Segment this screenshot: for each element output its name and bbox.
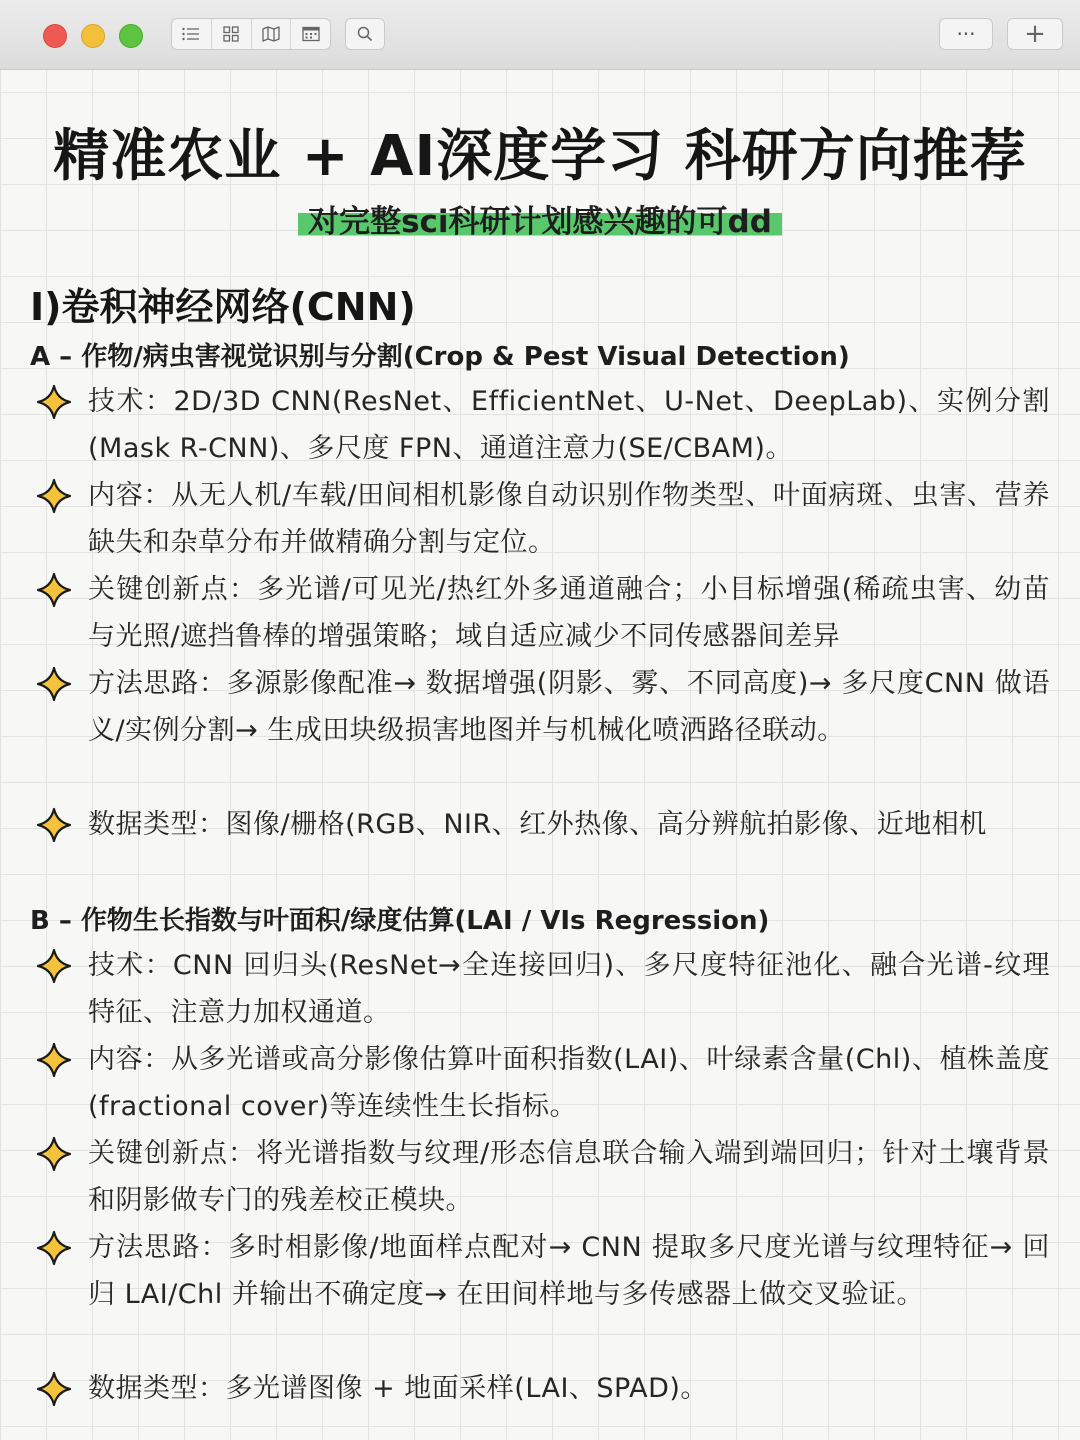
grid-view-button[interactable] xyxy=(212,19,252,49)
close-window-button[interactable] xyxy=(43,24,67,48)
calendar-view-icon xyxy=(302,26,320,42)
item-text: 内容：从无人机/车载/田间相机影像自动识别作物类型、叶面病斑、虫害、营养缺失和杂草分布并做精确分割与定位。 xyxy=(88,480,1050,558)
add-label: + xyxy=(1024,19,1046,49)
item-text: 方法思路：多源影像配准→ 数据增强(阴影、雾、不同高度)→ 多尺度CNN 做语义/实例分割→ 生成田块级损害地图并与机械化喷洒路径联动。 xyxy=(88,668,1050,746)
map-view-icon xyxy=(262,26,280,42)
list-item xyxy=(36,1365,1050,1412)
four-point-star-icon xyxy=(36,807,72,843)
list-view-button[interactable] xyxy=(172,19,212,49)
page-title: 精准农业 + AI深度学习 科研方向推荐 xyxy=(53,124,1027,189)
list-item xyxy=(36,566,1050,660)
list-view-icon xyxy=(182,27,200,41)
four-point-star-icon xyxy=(36,1042,72,1078)
add-button[interactable] xyxy=(1007,18,1063,50)
section-title: I)卷积神经网络(CNN) xyxy=(30,285,416,329)
window-toolbar xyxy=(0,0,1080,70)
item-text: 关键创新点：将光谱指数与纹理/形态信息联合输入端到端回归；针对土壤背景和阴影做专门的残差校正模块。 xyxy=(88,1138,1050,1216)
list-item xyxy=(36,801,1050,848)
list-item xyxy=(36,1036,1050,1130)
list-item xyxy=(36,1224,1050,1318)
four-point-star-icon xyxy=(36,1230,72,1266)
four-point-star-icon xyxy=(36,1371,72,1407)
item-text: 关键创新点：多光谱/可见光/热红外多通道融合；小目标增强(稀疏虫害、幼苗与光照/遮挡鲁棒的增强策略；域自适应减少不同传感器间差异 xyxy=(88,574,1050,652)
list-item xyxy=(36,378,1050,472)
view-switcher xyxy=(171,18,331,50)
more-label: ··· xyxy=(956,22,976,46)
item-text: 方法思路：多时相影像/地面样点配对→ CNN 提取多尺度光谱与纹理特征→ 回归 LAI/Chl 并输出不确定度→ 在田间样地与多传感器上做交叉验证。 xyxy=(88,1232,1050,1310)
item-text: 技术：CNN 回归头(ResNet→全连接回归)、多尺度特征池化、融合光谱-纹理特征、注意力加权通道。 xyxy=(88,950,1050,1028)
four-point-star-icon xyxy=(36,666,72,702)
item-text: 内容：从多光谱或高分影像估算叶面积指数(LAI)、叶绿素含量(Chl)、植株盖度(fractional cover)等连续性生长指标。 xyxy=(88,1044,1050,1122)
list-item xyxy=(36,942,1050,1036)
grid-view-icon xyxy=(223,26,239,42)
four-point-star-icon xyxy=(36,478,72,514)
map-view-button[interactable] xyxy=(252,19,292,49)
minimize-window-button[interactable] xyxy=(81,24,105,48)
four-point-star-icon xyxy=(36,572,72,608)
subsection-b-heading: B – 作物生长指数与叶面积/绿度估算(LAI / VIs Regression) xyxy=(30,906,770,936)
item-text: 数据类型：多光谱图像 + 地面采样(LAI、SPAD)。 xyxy=(88,1373,708,1404)
item-text: 数据类型：图像/栅格(RGB、NIR、红外热像、高分辨航拍影像、近地相机 xyxy=(88,809,987,840)
calendar-view-button[interactable] xyxy=(291,19,330,49)
search-icon xyxy=(357,26,373,42)
subtitle-container xyxy=(0,196,1080,241)
list-item xyxy=(36,472,1050,566)
four-point-star-icon xyxy=(36,948,72,984)
four-point-star-icon xyxy=(36,384,72,420)
zoom-window-button[interactable] xyxy=(119,24,143,48)
list-item xyxy=(36,660,1050,754)
page-subtitle: 对完整sci科研计划感兴趣的可dd xyxy=(298,196,782,241)
list-item xyxy=(36,1130,1050,1224)
more-button[interactable] xyxy=(939,18,993,50)
item-text: 技术：2D/3D CNN(ResNet、EfficientNet、U-Net、DeepLab)、实例分割(Mask R-CNN)、多尺度 FPN、通道注意力(SE/CBAM)。 xyxy=(88,386,1050,464)
search-button[interactable] xyxy=(345,18,385,50)
subsection-a-heading: A – 作物/病虫害视觉识别与分割(Crop & Pest Visual Detection) xyxy=(30,342,850,372)
four-point-star-icon xyxy=(36,1136,72,1172)
